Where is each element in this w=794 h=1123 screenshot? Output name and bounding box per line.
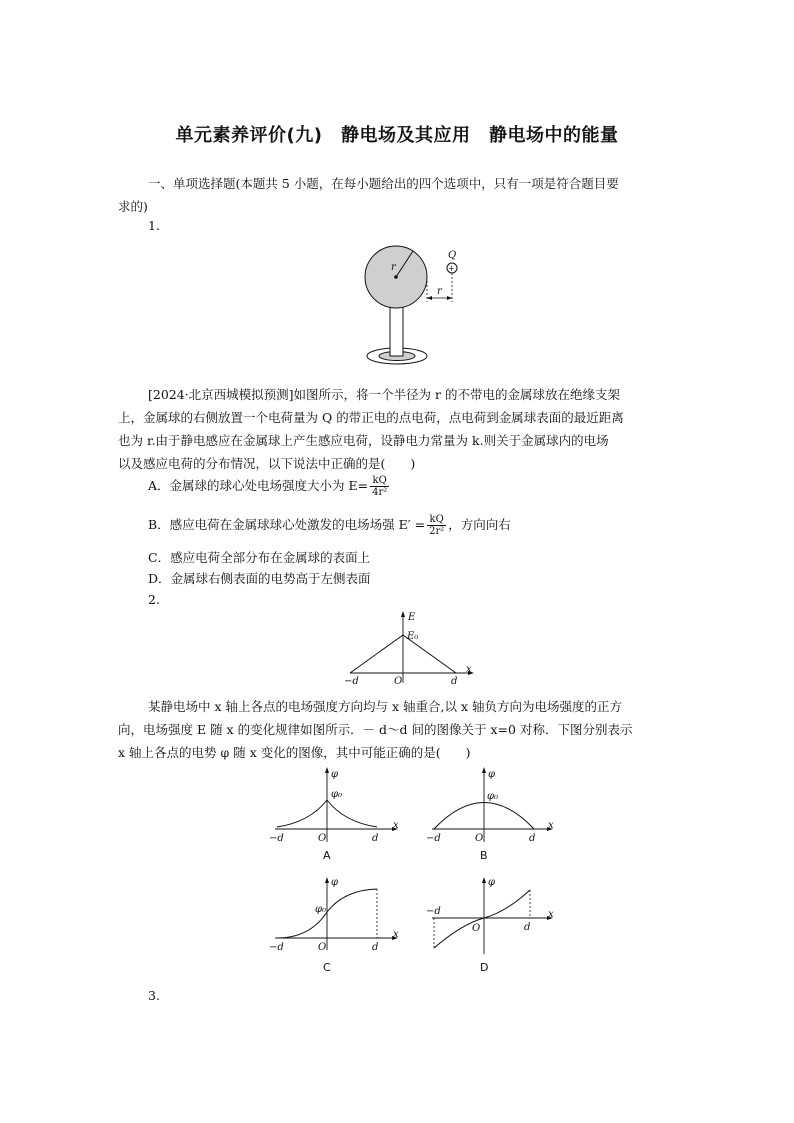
q1-stem-line1: [2024·北京西城模拟预测]如图所示，将一个半径为 r 的不带电的金属球放在绝缘支架	[148, 387, 620, 402]
svg-text:−d: −d	[426, 833, 441, 844]
q1-option-d[interactable]: D．金属球右侧表面的电势高于左侧表面	[148, 571, 371, 586]
svg-text:E₀: E₀	[407, 631, 419, 642]
svg-text:d: d	[451, 676, 458, 687]
section-heading-line2: 求的)	[118, 199, 148, 214]
svg-text:x: x	[548, 820, 554, 831]
choice-c-graph[interactable]	[265, 872, 405, 976]
svg-text:A: A	[323, 849, 331, 862]
question-2-number: 2.	[148, 592, 160, 607]
svg-text:O: O	[472, 923, 481, 934]
choice-d-graph[interactable]	[422, 872, 562, 976]
section-heading-line1: 一、单项选择题(本题共 5 小题，在每小题给出的四个选项中，只有一项是符合题目要	[148, 176, 619, 191]
svg-text:O: O	[318, 942, 327, 953]
svg-text:φ: φ	[488, 877, 496, 888]
svg-text:d: d	[529, 833, 536, 844]
choice-b-graph[interactable]	[422, 762, 562, 862]
svg-text:x: x	[393, 820, 399, 831]
q2-e-x-graph	[338, 608, 478, 688]
svg-text:φ₀: φ₀	[331, 789, 343, 800]
plus-sign: +	[448, 264, 455, 273]
svg-text:φ: φ	[488, 769, 496, 780]
svg-text:x: x	[548, 909, 554, 920]
q1-sphere-figure	[355, 240, 465, 370]
svg-text:E: E	[408, 612, 416, 623]
charge-label: Q	[448, 250, 457, 261]
q1-option-b[interactable]: B．感应电荷在金属球球心处激发的电场场强 E′ = $\frac{kQ}{\text{2r²}}$ ，方向向右	[148, 514, 511, 537]
svg-text:C: C	[323, 961, 331, 974]
q2-stem-line1: 某静电场中 x 轴上各点的电场强度方向均与 x 轴重合,以 x 轴负方向为电场强度的正方	[148, 699, 622, 714]
svg-text:O: O	[318, 833, 327, 844]
gap-label: r	[437, 286, 442, 297]
svg-text:φ₀: φ₀	[315, 904, 327, 915]
svg-text:−d: −d	[269, 942, 284, 953]
svg-text:x: x	[466, 664, 472, 675]
q1-stem-line4: 以及感应电荷的分布情况，以下说法中正确的是( )	[118, 456, 416, 471]
svg-text:d: d	[372, 833, 379, 844]
svg-text:−d: −d	[426, 906, 441, 917]
svg-text:x: x	[393, 929, 399, 940]
q2-stem-line2: 向，电场强度 E 随 x 的变化规律如图所示．－ d～d 间的图像关于 x=0 对称．下图分别表示	[118, 722, 633, 737]
svg-text:φ: φ	[331, 877, 339, 888]
radius-label: r	[391, 262, 396, 273]
page-title: 单元素养评价(九) 静电场及其应用 静电场中的能量	[175, 125, 619, 146]
svg-text:O: O	[394, 676, 403, 687]
q1-stem-line2: 上，金属球的右侧放置一个电荷量为 Q 的带正电的点电荷，点电荷到金属球表面的最近距离	[118, 410, 624, 425]
question-1-number: 1.	[148, 218, 160, 233]
svg-text:B: B	[480, 849, 488, 862]
question-3-number: 3.	[148, 988, 160, 1003]
q1-option-a[interactable]: A．金属球的球心处电场强度大小为 E= $\frac{kQ}{\text{4r²}}$	[148, 475, 388, 498]
svg-text:−d: −d	[269, 833, 284, 844]
svg-text:φ: φ	[331, 769, 339, 780]
q1-option-c[interactable]: C．感应电荷全部分布在金属球的表面上	[148, 550, 371, 565]
svg-text:D: D	[480, 961, 489, 974]
svg-text:φ₀: φ₀	[487, 791, 499, 802]
svg-text:O: O	[475, 833, 484, 844]
svg-text:−d: −d	[344, 676, 359, 687]
q2-stem-line3: x 轴上各点的电势 φ 随 x 变化的图像，其中可能正确的是( )	[118, 745, 471, 760]
q1-stem-line3: 也为 r.由于静电感应在金属球上产生感应电荷，设静电力常量为 k.则关于金属球内的电场	[118, 433, 609, 448]
svg-text:d: d	[372, 942, 379, 953]
choice-a-graph[interactable]	[265, 762, 405, 862]
svg-text:d: d	[524, 922, 531, 933]
